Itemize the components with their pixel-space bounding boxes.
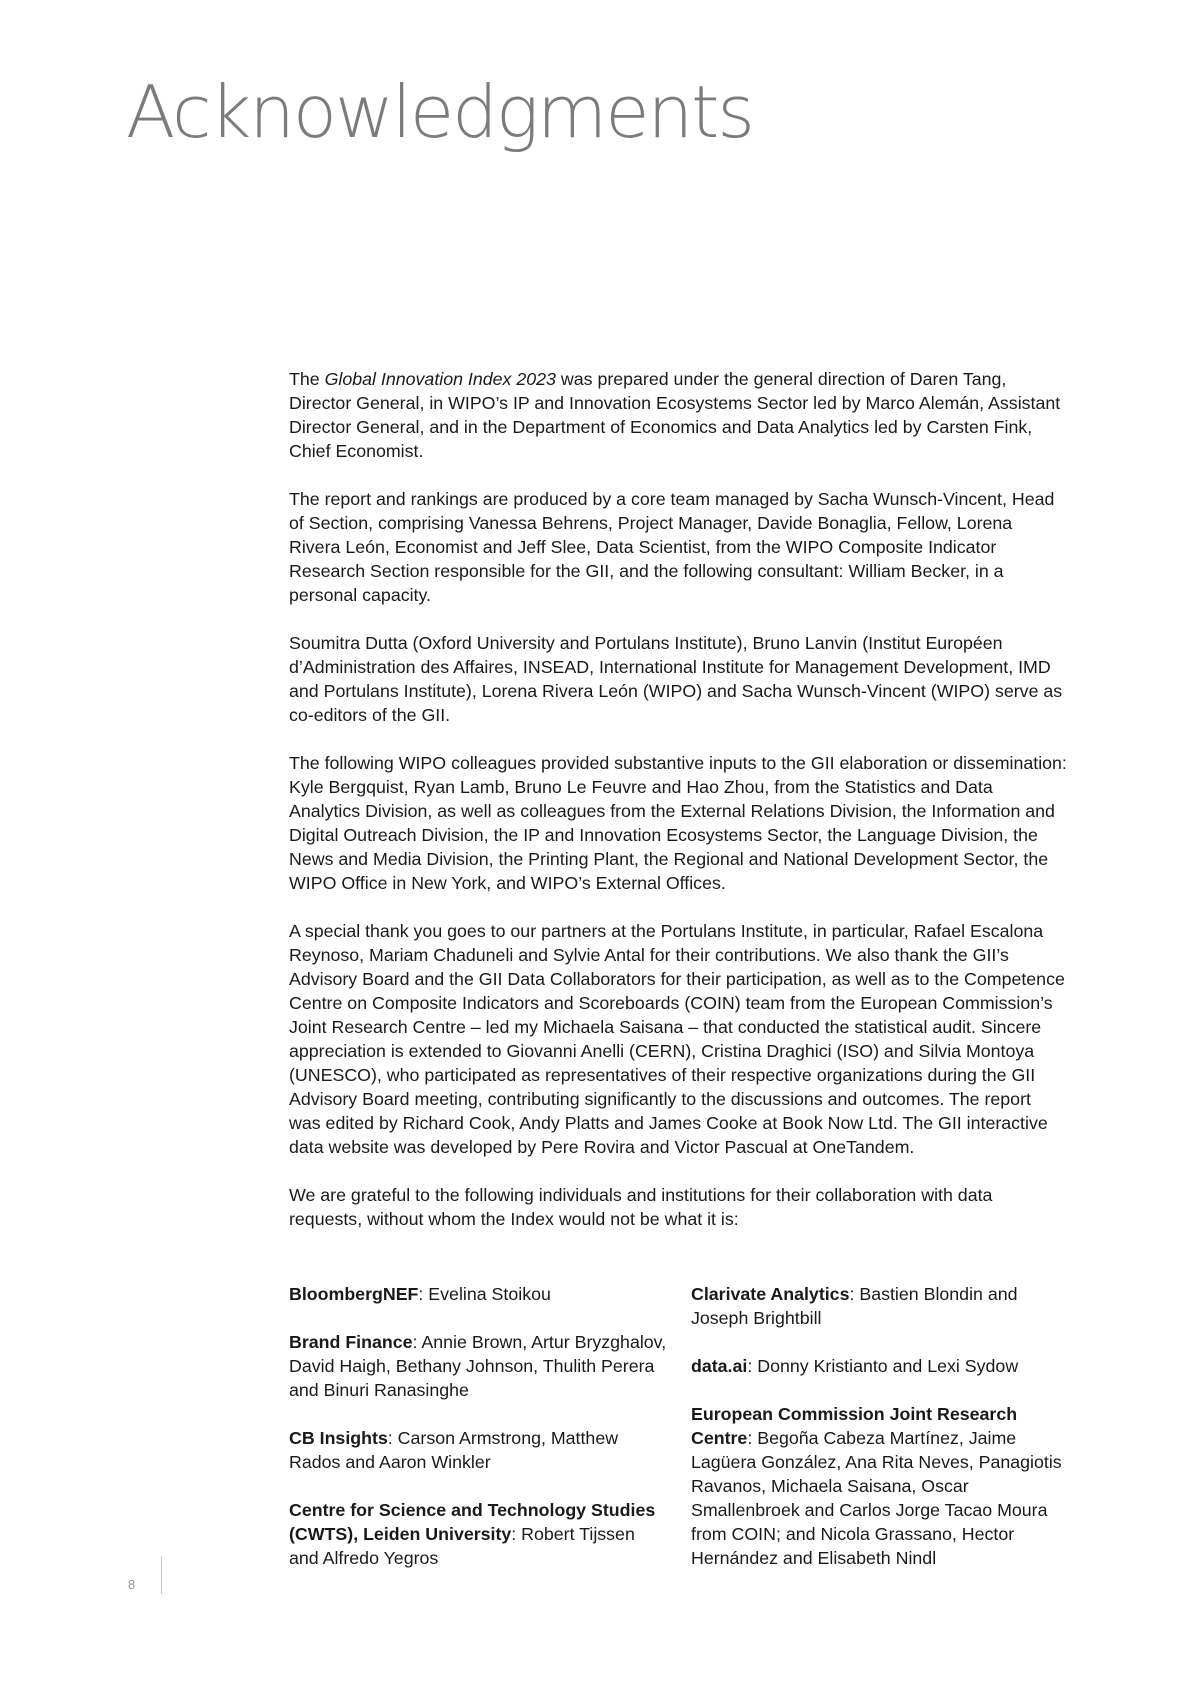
credit-org: data.ai bbox=[691, 1356, 748, 1376]
page-number: 8 bbox=[128, 1577, 136, 1592]
credit-names: : Annie Brown, Artur Bryzghalov, David Haigh, Bethany Johnson, Thulith Perera and Binuri Ranasinghe bbox=[289, 1332, 667, 1400]
credit-names: : Evelina Stoikou bbox=[418, 1284, 551, 1304]
credit-names: : Carson Armstrong, Matthew Rados and Aaron Winkler bbox=[289, 1428, 619, 1472]
credits-column-left bbox=[289, 1282, 667, 1594]
credit-item bbox=[289, 1426, 667, 1474]
credit-names: : Robert Tijssen and Alfredo Yegros bbox=[289, 1524, 635, 1568]
page-number-divider bbox=[161, 1556, 162, 1594]
credit-item bbox=[289, 1498, 667, 1570]
credit-org: Clarivate Analytics bbox=[691, 1284, 850, 1304]
paragraph-direction bbox=[289, 367, 1067, 463]
report-title-italic: Global Innovation Index 2023 bbox=[324, 369, 556, 389]
page-title: Acknowledgments bbox=[126, 70, 753, 154]
credit-item bbox=[691, 1354, 1079, 1378]
credit-names: : Bastien Blondin and Joseph Brightbill bbox=[691, 1284, 1018, 1328]
acknowledgments-body bbox=[289, 367, 1067, 1255]
paragraph-co-editors: Soumitra Dutta (Oxford University and Portulans Institute), Bruno Lanvin (Institut Européen d’Administration des Affaires, INSEAD, International Institute for Management Development, IMD and Portulans Institute), Lorena Rivera León (WIPO) and Sacha Wunsch-Vincent (WIPO) serve as co-editors of the GII. bbox=[289, 633, 1063, 725]
data-collaborators-list bbox=[289, 1282, 1079, 1594]
credit-item bbox=[289, 1330, 667, 1402]
credit-org: BloombergNEF bbox=[289, 1284, 419, 1304]
paragraph-direction-rest: was prepared under the general direction of Daren Tang, Director General, in WIPO’s IP and Innovation Ecosystems Sector led by Marco Alemán, Assistant Director General, and in the Department of Economics and Data Analytics led by Carsten Fink, Chief Economist. bbox=[289, 369, 1061, 461]
credit-names: : Begoña Cabeza Martínez, Jaime Lagüera González, Ana Rita Neves, Panagiotis Ravanos, Michaela Saisana, Oscar Smallenbroek and Carlos Jorge Tacao Moura from COIN; and Nicola Grassano, Hector Hernández and Elisabeth Nindl bbox=[691, 1428, 1062, 1568]
credit-org: Centre for Science and Technology Studies (CWTS), Leiden University bbox=[289, 1500, 656, 1544]
paragraph-core-team: The report and rankings are produced by a core team managed by Sacha Wunsch-Vincent, Head of Section, comprising Vanessa Behrens, Project Manager, Davide Bonaglia, Fellow, Lorena Rivera León, Economist and Jeff Slee, Data Scientist, from the WIPO Composite Indicator Research Section responsible for the GII, and the following consultant: William Becker, in a personal capacity. bbox=[289, 489, 1055, 605]
paragraph-wipo-colleagues: The following WIPO colleagues provided substantive inputs to the GII elaboration or dissemination: Kyle Bergquist, Ryan Lamb, Bruno Le Feuvre and Hao Zhou, from the Statistics and Data Analytics Division, as well as colleagues from the External Relations Division, the Information and Digital Outreach Division, the IP and Innovation Ecosystems Sector, the Language Division, the News and Media Division, the Printing Plant, the Regional and National Development Sector, the WIPO Office in New York, and WIPO’s External Offices. bbox=[289, 753, 1067, 893]
credit-names: : Donny Kristianto and Lexi Sydow bbox=[747, 1356, 1019, 1376]
paragraph-direction-lead: The bbox=[289, 369, 325, 389]
credit-org: Brand Finance bbox=[289, 1332, 413, 1352]
paragraph-data-collaborators-intro: We are grateful to the following individuals and institutions for their collaboration with data requests, without whom the Index would not be what it is: bbox=[289, 1185, 993, 1229]
credits-column-right bbox=[691, 1282, 1079, 1594]
paragraph-partners: A special thank you goes to our partners at the Portulans Institute, in particular, Rafael Escalona Reynoso, Mariam Chaduneli and Sylvie Antal for their contributions. We also thank the GII’s Advisory Board and the GII Data Collaborators for their participation, as well as to the Competence Centre on Composite Indicators and Scoreboards (COIN) team from the European Commission’s Joint Research Centre – led my Michaela Saisana – that conducted the statistical audit. Sincere appreciation is extended to Giovanni Anelli (CERN), Cristina Draghici (ISO) and Silvia Montoya (UNESCO), who participated as representatives of their respective organizations during the GII Advisory Board meeting, contributing significantly to the discussions and outcomes. The report was edited by Richard Cook, Andy Platts and James Cooke at Book Now Ltd. The GII interactive data website was developed by Pere Rovira and Victor Pascual at OneTandem. bbox=[289, 921, 1065, 1157]
credit-item bbox=[289, 1282, 667, 1306]
credit-item bbox=[691, 1402, 1079, 1570]
credit-org: European Commission Joint Research Centre bbox=[691, 1404, 1018, 1448]
credit-org: CB Insights bbox=[289, 1428, 388, 1448]
credit-item bbox=[691, 1282, 1079, 1330]
